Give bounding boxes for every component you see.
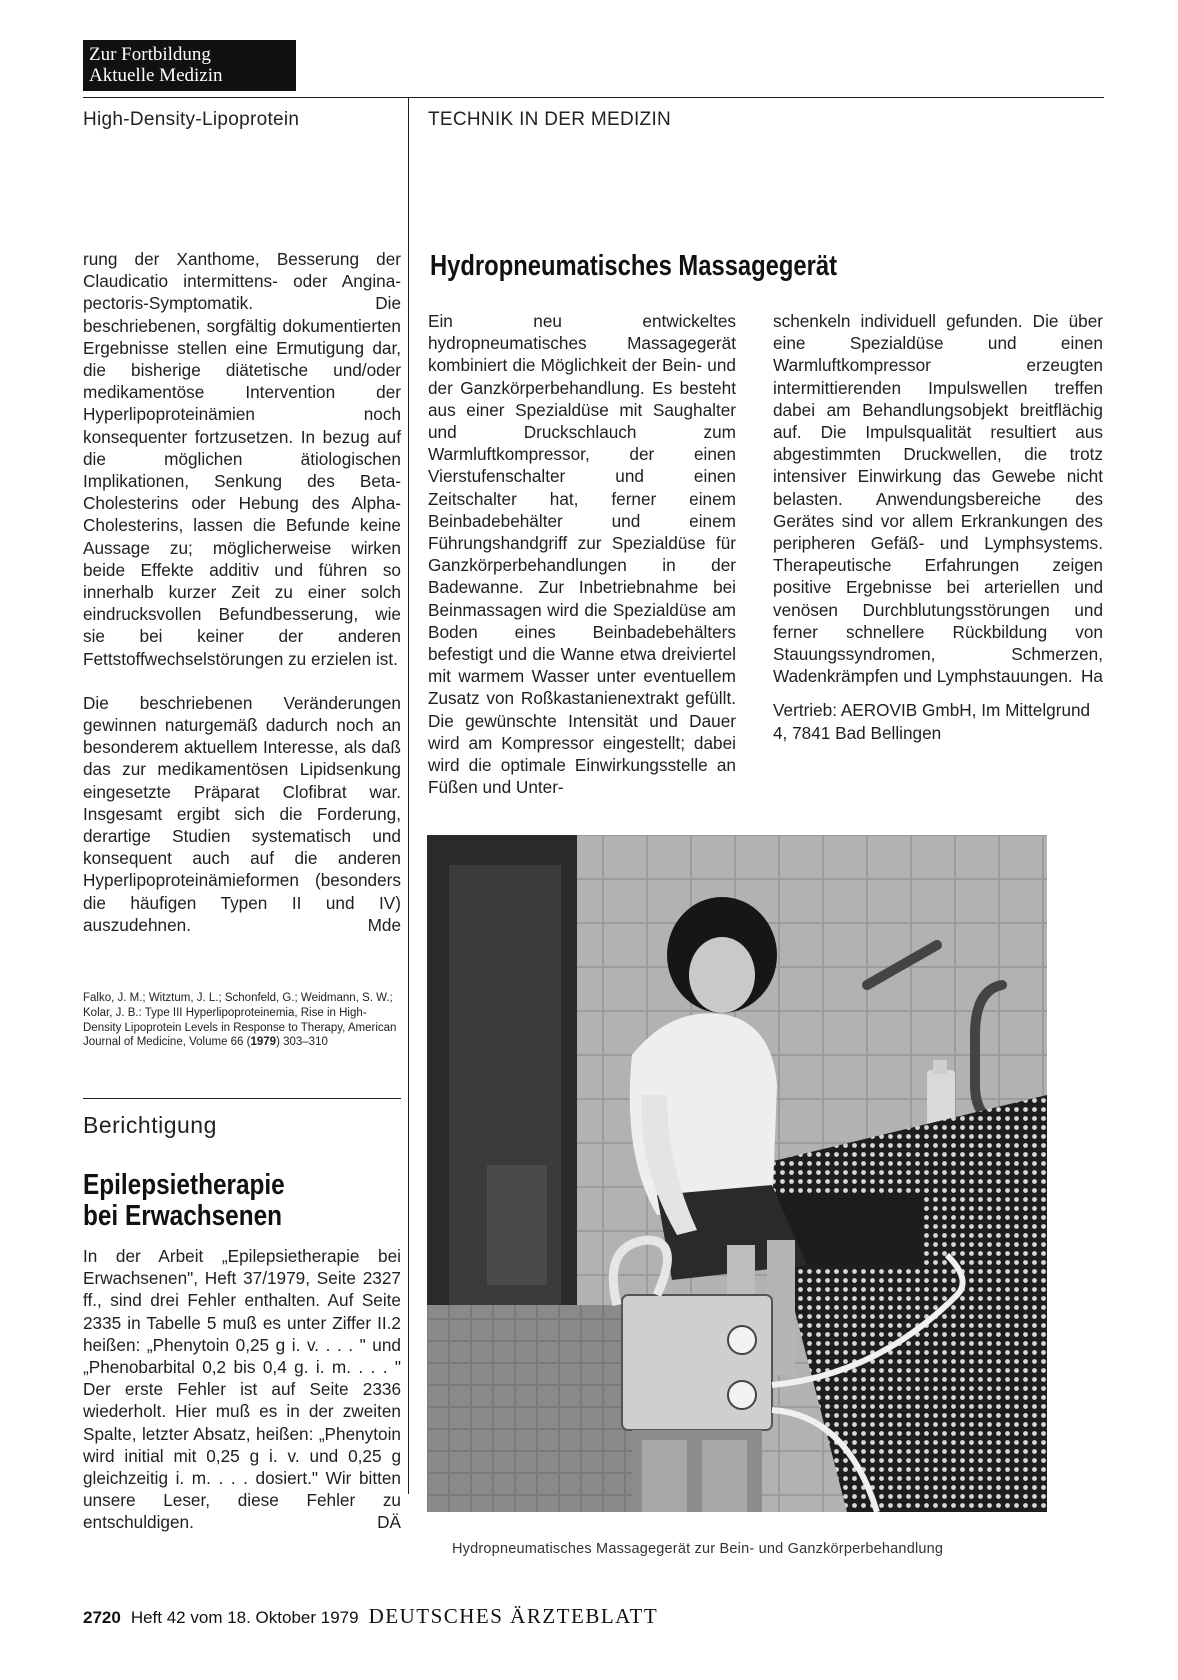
reference	[83, 991, 401, 1050]
correction-title	[83, 1170, 285, 1232]
page-number: 2720	[83, 1608, 121, 1627]
correction-title-line-1: Epilepsietherapie	[83, 1169, 285, 1201]
right-article-column-1	[428, 310, 736, 798]
photo-caption: Hydropneumatisches Massagegerät zur Bein- und Ganzkörperbehandlung	[452, 1541, 944, 1557]
left-paragraph-1: rung der Xanthome, Besserung der Claudicatio intermittens- oder Angina-pectoris-Symptomatik. Die beschriebenen, sorgfältig dokumentierten Ergebnisse stellen eine Ermutigung dar, die bisherige diätetische und/oder medikamentöse Intervention der Hyperlipoproteinämien noch konsequenter fortzusetzen. In bezug auf die möglichen ätiologischen Implikationen, Senkung des Beta-Cholesterins oder Hebung des Alpha-Cholesterins, lassen die Befunde keine Aussage zu; möglicherweise wirken beide Effekte additiv und führen so innerhalb kurzer Zeit zu einer solch eindrucksvollen Befundbesserung, wie sie bei keiner der anderen Fettstoffwechselstörungen zu erzielen ist.	[83, 249, 401, 669]
product-photo	[427, 835, 1047, 1512]
right-column-1-text: Ein neu entwickeltes hydropneumatisches Massagegerät kombiniert die Möglichkeit der Bein- und der Ganzkörperbehandlung. Es besteht aus einer Spezialdüse mit Saughalter und Druckschlauch zum Warmluftkompressor, der einen Vierstufenschalter und einen Zeitschalter hat, ferner einem Beinbadebehälter und einem Führungshandgriff zur Spezialdüse für Ganzkörperbehandlungen in der Badewanne. Zur Inbetriebnahme bei Beinmassagen wird die Spezialdüse am Boden eines Beinbadebehälters befestigt und die Wanne etwa dreiviertel mit warmem Wasser unter eventuellem Zusatz von Roßkastanienextrakt gefüllt. Die gewünschte Intensität und Dauer wird am Kompressor eingestellt; dabei wird die optimale Einwirkungsstelle an Füßen und Unter-	[428, 311, 736, 798]
section-header-box	[83, 40, 296, 91]
journal-name: DEUTSCHES ÄRZTEBLATT	[368, 1604, 659, 1628]
top-rule	[83, 97, 1104, 98]
correction-rule	[83, 1098, 401, 1099]
right-article-column-2	[773, 310, 1103, 744]
header-line-2: Aktuelle Medizin	[89, 65, 223, 86]
correction-label: Berichtigung	[83, 1112, 217, 1138]
reference-text: Falko, J. M.; Witztum, J. L.; Schonfeld, G.; Weidmann, S. W.; Kolar, J. B.: Type III Hyperlipoproteinemia, Rise in High-Density Lipoprotein Levels in Response to Therapy, American Journal of Medicine, Volume 66 (	[83, 992, 397, 1049]
left-paragraph-2	[83, 692, 401, 936]
right-column-2-text: schenkeln individuell gefunden. Die über eine Spezialdüse und einen Warmluftkompressor erzeugten intermittierenden Impulswellen treffen dabei am Behandlungsobjekt breitflächig auf. Die Impulsqualität resultiert aus abgestimmten Druckwellen, die trotz intensiver Einwirkung das Gewebe nicht belasten. Anwendungsbereiche des Gerätes sind vor allem Erkrankungen des peripheren Gefäß- und Lymphsystems. Therapeutische Erfahrungen zeigen positive Ergebnisse bei arteriellen und venösen Durchblutungsstörungen und ferner schnellere Rückbildung von Stauungssyndromen, Schmerzen, Wadenkrämpfen und Lymphstauungen.	[773, 311, 1103, 687]
left-section-label: High-Density-Lipoprotein	[83, 109, 300, 130]
correction-title-line-2: bei Erwachsenen	[83, 1200, 283, 1232]
correction-body	[83, 1245, 401, 1534]
article-title: Hydropneumatisches Massagegerät	[430, 250, 838, 282]
vendor-info: Vertrieb: AEROVIB GmbH, Im Mittelgrund 4, 7841 Bad Bellingen	[773, 700, 1091, 743]
photo-illustration	[427, 835, 1047, 1512]
issue-info: Heft 42 vom 18. Oktober 1979	[130, 1608, 359, 1627]
author-signature: Mde	[367, 914, 401, 935]
reference-pages: ) 303–310	[276, 1036, 328, 1049]
right-section-label: TECHNIK IN DER MEDIZIN	[428, 109, 672, 130]
left-paragraph-2-text: Die beschriebenen Veränderungen gewinnen naturgemäß dadurch noch an besonderem aktuellem Interesse, als daß das zur medikamentösen Lipidsenkung eingesetzte Präparat Clofibrat war. Insgesamt ergibt sich die Forderung, derartige Studien systematisch und konsequent auch auf die anderen Hyperlipoproteinämieformen (besonders die häufigen Typen II und IV) auszudehnen.	[83, 692, 401, 935]
page-footer	[83, 1604, 658, 1629]
column-divider	[408, 97, 409, 1494]
right-column-2-paragraph	[773, 310, 1103, 687]
correction-text: In der Arbeit „Epilepsietherapie bei Erwachsenen", Heft 37/1979, Seite 2327 ff., sind drei Fehler enthalten. Auf Seite 2335 in Tabelle 5 muß es unter Ziffer II.2 heißen: „Phenytoin 0,25 g i. v. . . . " und „Phenobarbital 0,2 bis 0,4 g. i. m. . . . " Der erste Fehler ist auf Seite 2336 wiederholt. Hier muß es in der zweiten Spalte, letzter Absatz, heißen: „Phenytoin wird initial mit 0,25 g i. v. und 0,25 g gleichzeitig i. m. . . . dosiert." Wir bitten unsere Leser, diese Fehler zu entschuldigen.	[83, 1246, 401, 1533]
correction-paragraph	[83, 1245, 401, 1534]
header-line-1: Zur Fortbildung	[89, 44, 211, 65]
article-signature: Ha	[1081, 666, 1103, 687]
reference-year: 1979	[250, 1036, 277, 1049]
correction-signature: DÄ	[377, 1512, 401, 1533]
left-article-body	[83, 248, 401, 936]
